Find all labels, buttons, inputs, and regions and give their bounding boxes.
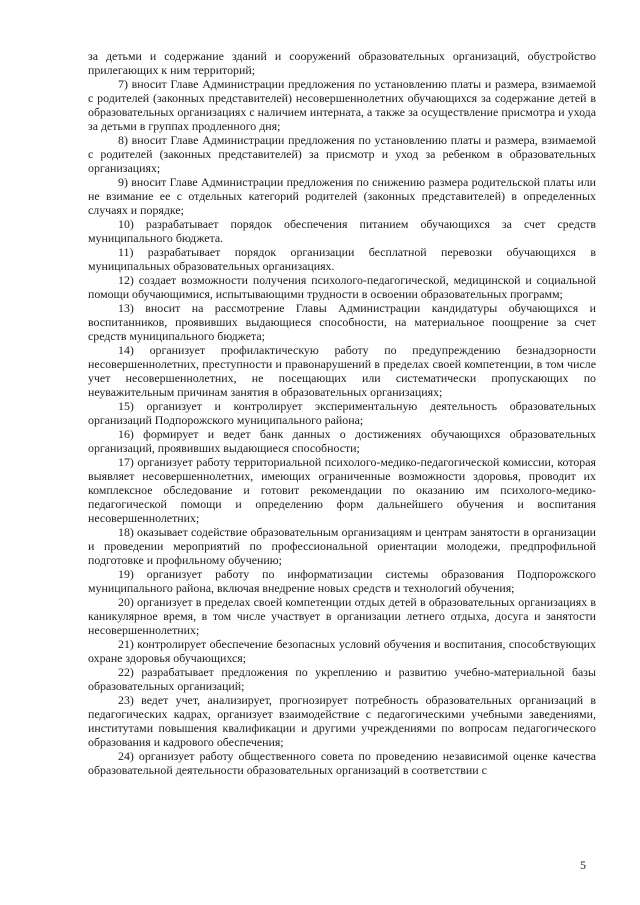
paragraph: 17) организует работу территориальной психолого-медико-педагогической комиссии, которая выявляет несовершеннолетних, имеющих ограниченные возможности здоровья, проводит их комплексное обследование и готовит рекомендации по оказанию им психолого-медико-педагогической помощи и определению форм дальнейшего обучения и воспитания несовершеннолетних;	[88, 455, 596, 525]
paragraph: 15) организует и контролирует экспериментальную деятельность образовательных организаций Подпорожского муниципального района;	[88, 399, 596, 427]
paragraph: 7) вносит Главе Администрации предложения по установлению платы и размера, взимаемой с родителей (законных представителей) несовершеннолетних обучающихся за содержание детей в образовательных организациях с наличием интерната, а также за осуществление присмотра и ухода за детьми в группах продленного дня;	[88, 77, 596, 133]
paragraph: 16) формирует и ведет банк данных о достижениях обучающихся образовательных организаций, проявивших выдающиеся способности;	[88, 427, 596, 455]
paragraph: 21) контролирует обеспечение безопасных условий обучения и воспитания, способствующих охране здоровья обучающихся;	[88, 637, 596, 665]
paragraph: 19) организует работу по информатизации системы образования Подпорожского муниципального района, включая внедрение новых средств и технологий обучения;	[88, 567, 596, 595]
paragraph: 23) ведет учет, анализирует, прогнозирует потребность образовательных организаций в педагогических кадрах, организует взаимодействие с педагогическими учебными заведениями, институтами повышения квалификации и другими учреждениями по вопросам педагогического образования и кадрового обеспечения;	[88, 693, 596, 749]
paragraph: 8) вносит Главе Администрации предложения по установлению платы и размера, взимаемой с родителей (законных представителей) за присмотр и уход за ребенком в образовательных организациях;	[88, 133, 596, 175]
paragraph: 24) организует работу общественного совета по проведению независимой оценке качества образовательной деятельности образовательных организаций в соответствии с	[88, 749, 596, 777]
paragraph: 14) организует профилактическую работу по предупреждению безнадзорности несовершеннолетних, преступности и правонарушений в пределах своей компетенции, в том числе учет несовершеннолетних, не посещающих или систематически пропускающих по неуважительным причинам занятия в образовательных организациях;	[88, 343, 596, 399]
page-number: 5	[580, 858, 586, 872]
paragraph: 18) оказывает содействие образовательным организациям и центрам занятости в организации и проведении мероприятий по профессиональной ориентации молодежи, предпрофильной подготовке и профильному обучению;	[88, 525, 596, 567]
paragraph: 22) разрабатывает предложения по укреплению и развитию учебно-материальной базы образовательных организаций;	[88, 665, 596, 693]
paragraph: 13) вносит на рассмотрение Главы Администрации кандидатуры обучающихся и воспитанников, проявивших выдающиеся способности, на материальное поощрение за счет средств муниципального бюджета;	[88, 301, 596, 343]
paragraph: за детьми и содержание зданий и сооружений образовательных организаций, обустройство прилегающих к ним территорий;	[88, 49, 596, 77]
paragraph: 9) вносит Главе Администрации предложения по снижению размера родительской платы или не взимание ее с отдельных категорий родителей (законных представителей) в определенных случаях и порядке;	[88, 175, 596, 217]
document-page	[88, 49, 596, 777]
paragraph: 12) создает возможности получения психолого-педагогической, медицинской и социальной помощи обучающимися, испытывающими трудности в освоении образовательных программ;	[88, 273, 596, 301]
paragraph: 11) разрабатывает порядок организации бесплатной перевозки обучающихся в муниципальных образовательных организациях.	[88, 245, 596, 273]
paragraph: 10) разрабатывает порядок обеспечения питанием обучающихся за счет средств муниципального бюджета.	[88, 217, 596, 245]
paragraph: 20) организует в пределах своей компетенции отдых детей в образовательных организациях в каникулярное время, в том числе участвует в организации летнего отдыха, досуга и занятости несовершеннолетних;	[88, 595, 596, 637]
